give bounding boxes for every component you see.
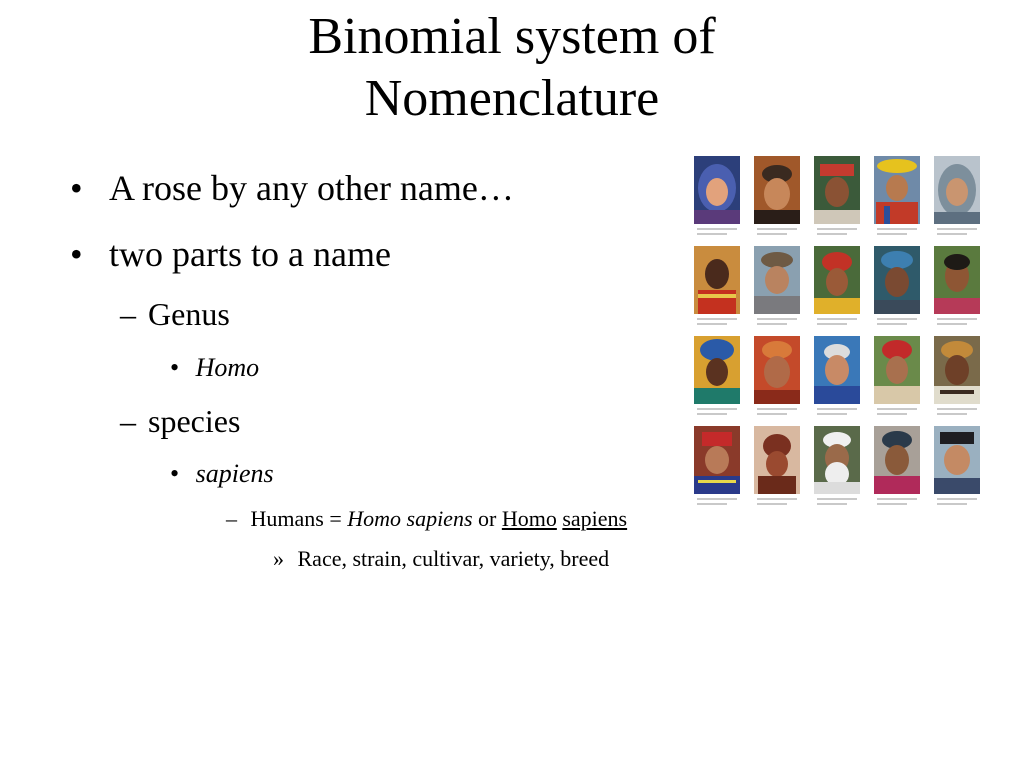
portrait-photo <box>934 156 980 224</box>
caption-line <box>817 233 847 235</box>
caption-line <box>697 408 737 410</box>
caption-line <box>877 408 917 410</box>
portrait-card <box>934 426 980 508</box>
species-value: sapiens <box>195 459 274 488</box>
humans-prefix: Humans = <box>250 506 348 531</box>
portrait-card <box>694 336 740 418</box>
caption-line <box>937 503 967 505</box>
caption-line <box>877 233 907 235</box>
portrait-photo <box>874 246 920 314</box>
sub-bullet-species <box>120 403 240 439</box>
caption-line <box>817 408 857 410</box>
genus-value-item <box>170 353 259 383</box>
portrait-card <box>874 336 920 418</box>
title-line-2: Nomenclature <box>364 70 660 127</box>
title-line-1: Binomial system of <box>308 8 716 65</box>
portrait-photo <box>694 156 740 224</box>
caption-line <box>697 233 727 235</box>
bullet-glyph: • <box>70 234 83 274</box>
portrait-photo <box>874 156 920 224</box>
portrait-card <box>874 156 920 238</box>
caption-line <box>817 228 857 230</box>
caption-line <box>937 228 977 230</box>
portrait-card <box>934 246 980 328</box>
portrait-card <box>814 426 860 508</box>
race-text: Race, strain, cultivar, variety, breed <box>297 546 610 571</box>
portrait-card <box>814 156 860 238</box>
caption-line <box>877 323 907 325</box>
bullet-two-parts-text: two parts to a name <box>109 234 391 274</box>
portrait-photo <box>694 426 740 494</box>
portrait-photo <box>934 336 980 404</box>
portrait-card <box>754 156 800 238</box>
caption-line <box>877 413 907 415</box>
caption-line <box>937 318 977 320</box>
caption-line <box>877 503 907 505</box>
portrait-card <box>934 156 980 238</box>
race-line <box>273 546 609 572</box>
caption-line <box>757 408 797 410</box>
caption-line <box>877 498 917 500</box>
species-label: species <box>148 403 241 439</box>
humans-underlined-genus: Homo <box>501 506 557 531</box>
humans-italic: Homo sapiens <box>347 506 473 531</box>
caption-line <box>757 503 787 505</box>
bullet-rose-text: A rose by any other name… <box>109 168 514 208</box>
caption-line <box>817 498 857 500</box>
humans-line <box>226 506 627 532</box>
bullet-glyph: • <box>70 168 83 208</box>
portrait-photo <box>814 426 860 494</box>
dash-glyph: – <box>120 403 136 439</box>
caption-line <box>697 323 727 325</box>
portrait-card <box>694 246 740 328</box>
caption-line <box>757 413 787 415</box>
portrait-card <box>874 426 920 508</box>
caption-line <box>817 503 847 505</box>
caption-line <box>817 318 857 320</box>
caption-line <box>757 498 797 500</box>
caption-line <box>817 413 847 415</box>
genus-value: Homo <box>195 353 260 382</box>
dash-glyph: – <box>120 296 136 332</box>
caption-line <box>937 498 977 500</box>
portrait-card <box>754 246 800 328</box>
portrait-photo <box>754 426 800 494</box>
portrait-photo <box>874 336 920 404</box>
portrait-photo <box>694 246 740 314</box>
portrait-photo-grid <box>694 156 980 508</box>
caption-line <box>757 318 797 320</box>
portrait-card <box>694 426 740 508</box>
caption-line <box>697 318 737 320</box>
portrait-photo <box>694 336 740 404</box>
raquo-glyph: » <box>273 546 284 571</box>
bullet-rose <box>70 168 514 208</box>
portrait-card <box>754 426 800 508</box>
portrait-photo <box>754 336 800 404</box>
caption-line <box>697 228 737 230</box>
bullet-glyph: • <box>170 459 180 488</box>
portrait-card <box>874 246 920 328</box>
sub-bullet-genus <box>120 296 230 332</box>
portrait-card <box>694 156 740 238</box>
caption-line <box>757 233 787 235</box>
caption-line <box>937 413 967 415</box>
portrait-photo <box>934 426 980 494</box>
caption-line <box>757 228 797 230</box>
caption-line <box>937 408 977 410</box>
caption-line <box>937 323 967 325</box>
genus-label: Genus <box>148 296 230 332</box>
portrait-photo <box>814 156 860 224</box>
portrait-photo <box>814 246 860 314</box>
portrait-photo <box>754 156 800 224</box>
humans-underlined-species: sapiens <box>562 506 628 531</box>
caption-line <box>817 323 847 325</box>
portrait-card <box>814 336 860 418</box>
portrait-photo <box>874 426 920 494</box>
portrait-card <box>814 246 860 328</box>
humans-or: or <box>472 506 502 531</box>
caption-line <box>697 503 727 505</box>
caption-line <box>877 228 917 230</box>
caption-line <box>937 233 967 235</box>
portrait-photo <box>814 336 860 404</box>
bullet-glyph: • <box>170 353 180 382</box>
caption-line <box>877 318 917 320</box>
portrait-card <box>754 336 800 418</box>
caption-line <box>697 498 737 500</box>
dash-glyph: – <box>226 506 237 531</box>
species-value-item <box>170 459 274 489</box>
bullet-two-parts <box>70 234 391 274</box>
slide-title <box>0 6 1024 130</box>
portrait-photo <box>754 246 800 314</box>
portrait-photo <box>934 246 980 314</box>
caption-line <box>757 323 787 325</box>
portrait-card <box>934 336 980 418</box>
caption-line <box>697 413 727 415</box>
